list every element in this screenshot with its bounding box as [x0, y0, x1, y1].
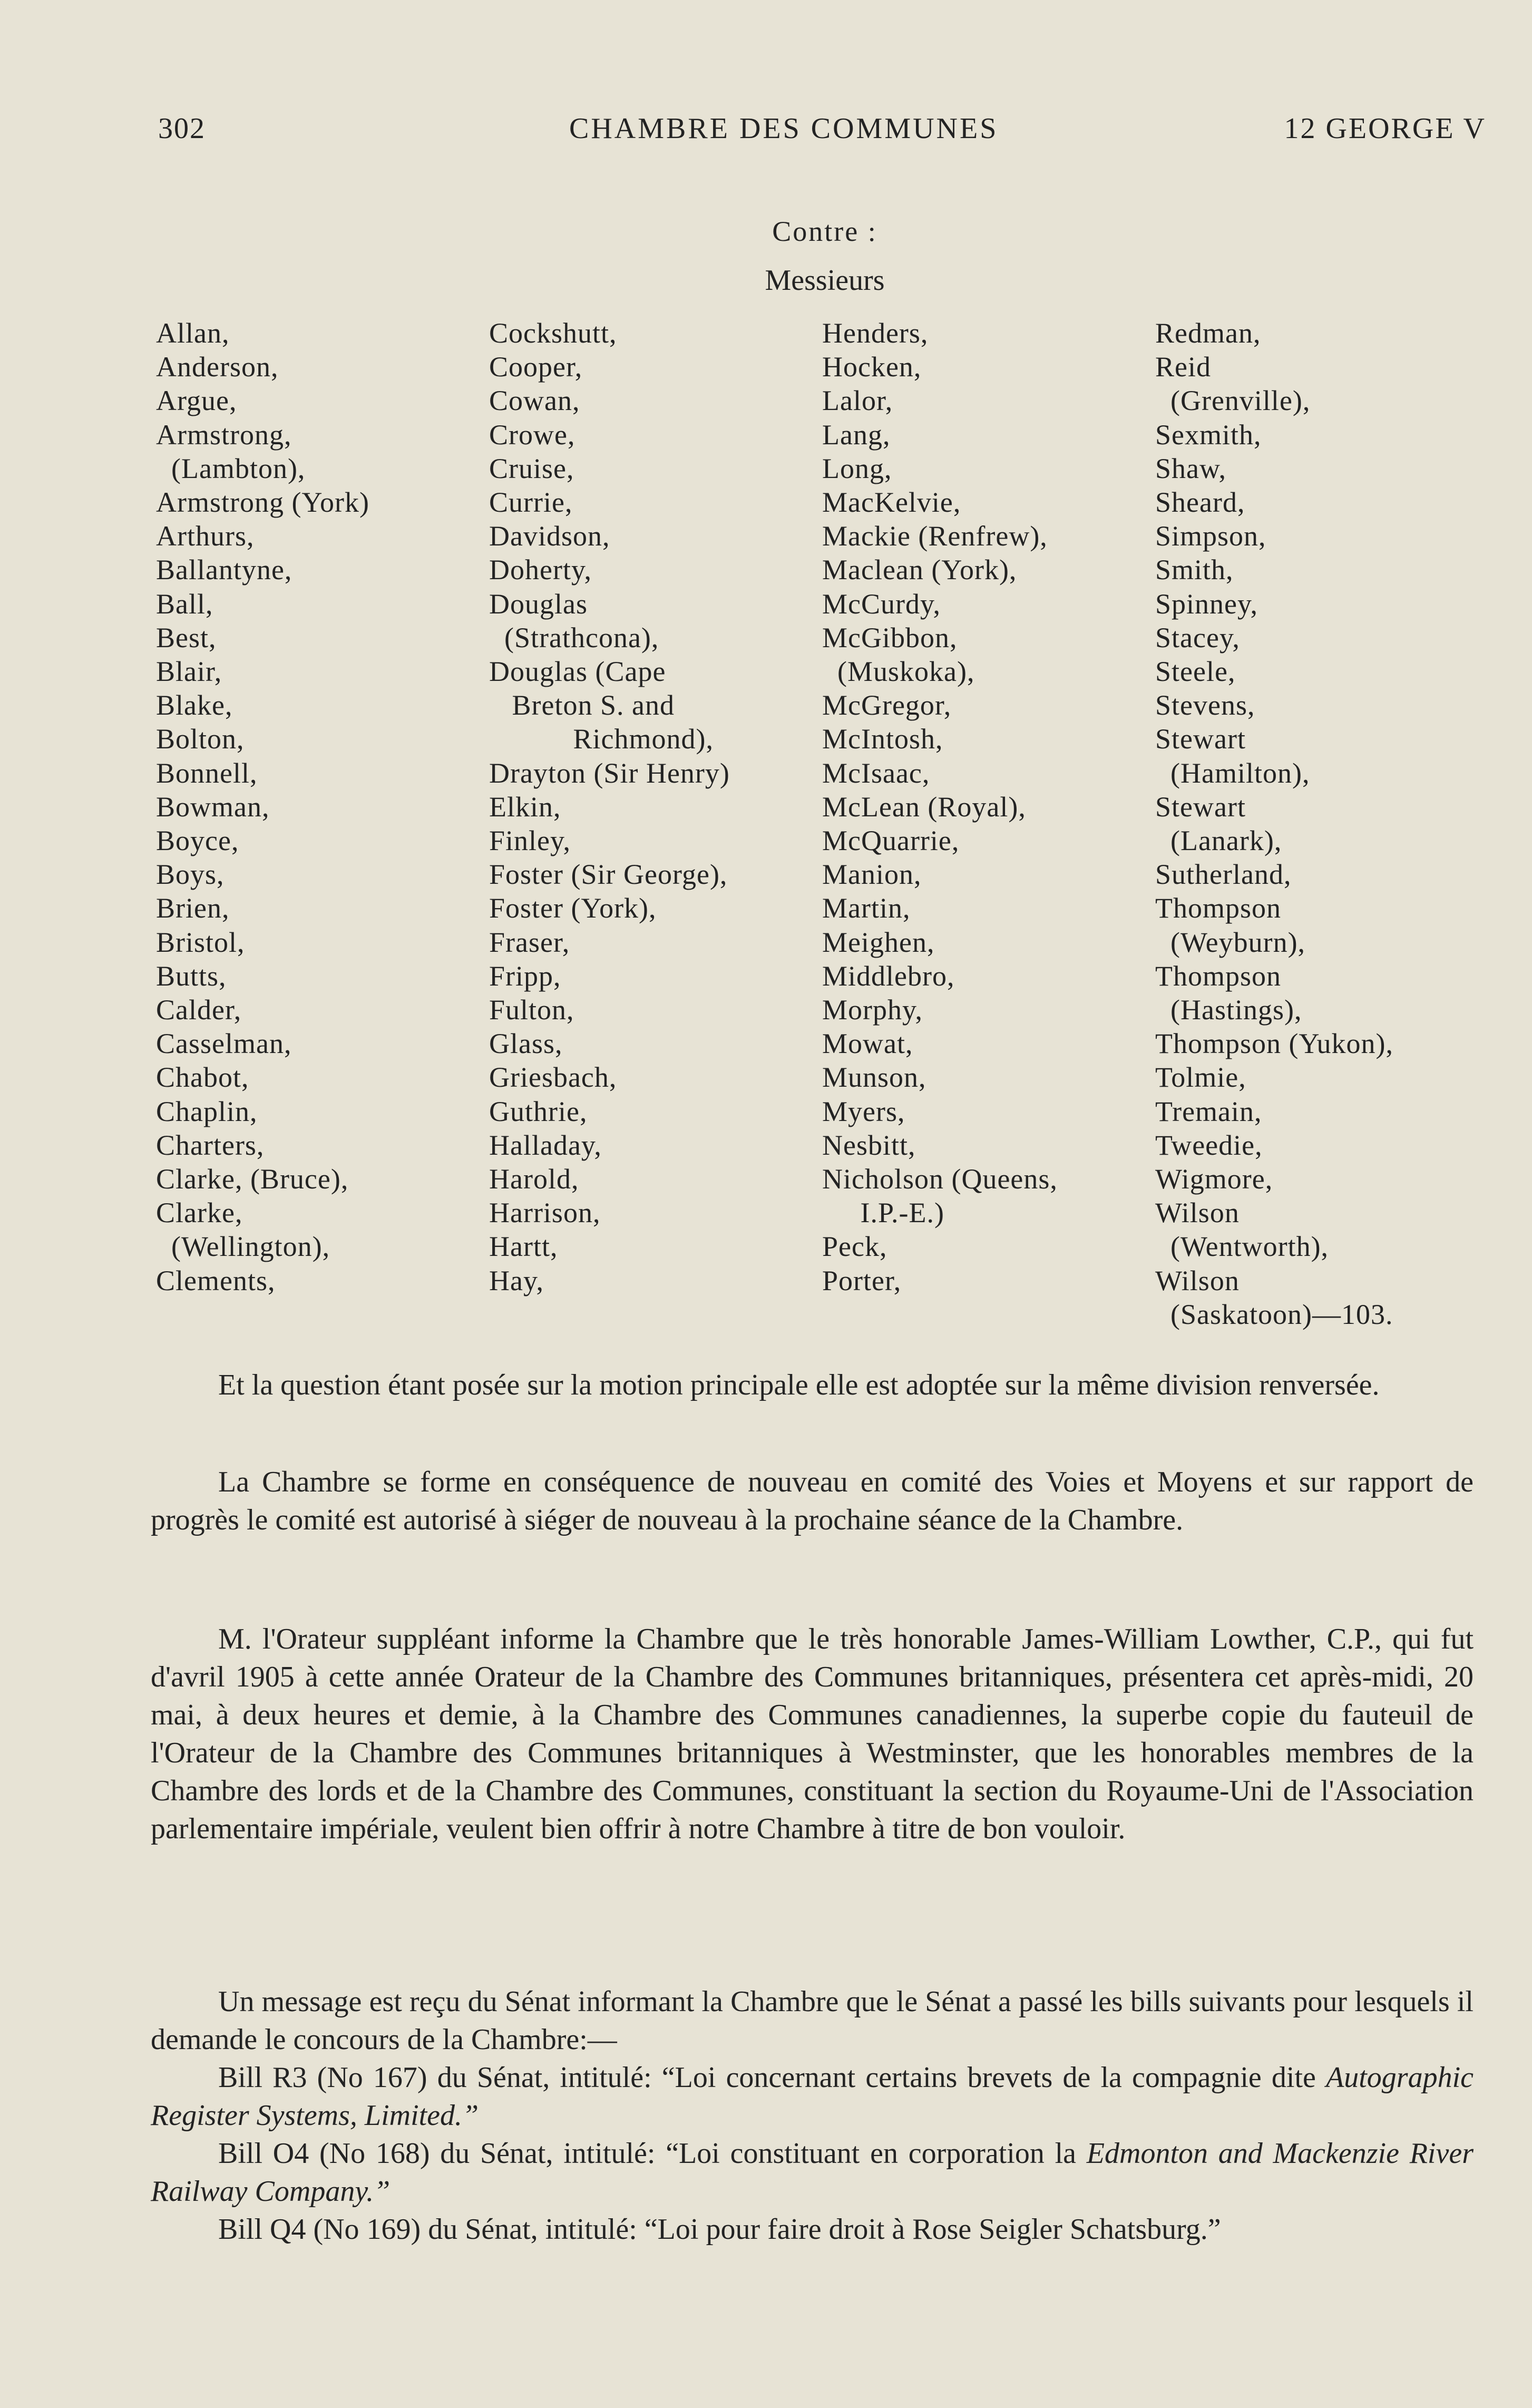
paragraph-committee: [151, 1463, 1474, 1539]
member-name: Myers,: [822, 1095, 905, 1127]
member-name: Wigmore,: [1155, 1163, 1273, 1195]
member-name: McCurdy,: [822, 588, 941, 620]
member-name: Finley,: [489, 825, 571, 857]
member-name: (Saskatoon)—103.: [1155, 1298, 1393, 1330]
member-name: Stevens,: [1155, 689, 1255, 722]
member-name: Cockshutt,: [489, 317, 617, 349]
member-name: Lalor,: [822, 385, 893, 417]
names-column-3: [822, 316, 1159, 1298]
member-name: Ballantyne,: [156, 554, 292, 586]
member-name: Steele,: [1155, 656, 1236, 688]
member-name: Thompson: [1155, 960, 1282, 992]
member-name: Munson,: [822, 1061, 926, 1094]
member-name: (Grenville),: [1155, 385, 1311, 417]
member-name: Guthrie,: [489, 1095, 588, 1127]
member-name: Harrison,: [489, 1197, 601, 1229]
page-title: CHAMBRE DES COMMUNES: [569, 112, 999, 145]
member-name: (Hastings),: [1155, 994, 1302, 1026]
member-name: Argue,: [156, 385, 237, 417]
names-column-4: [1155, 316, 1524, 1331]
member-name: Long,: [822, 452, 892, 484]
member-name: Halladay,: [489, 1129, 602, 1161]
paragraph-senate-message: [151, 1983, 1474, 2248]
member-name: Blake,: [156, 689, 233, 722]
member-name: Griesbach,: [489, 1061, 617, 1094]
member-name: Hay,: [489, 1264, 544, 1296]
member-name: McIsaac,: [822, 757, 930, 789]
member-name: Meighen,: [822, 926, 935, 958]
member-name: Chabot,: [156, 1061, 249, 1094]
member-name: Peck,: [822, 1231, 887, 1263]
member-name: Boys,: [156, 859, 225, 891]
member-name: (Wentworth),: [1155, 1231, 1329, 1263]
member-name: (Muskoka),: [822, 656, 975, 688]
bill-item: Bill O4 (No 168) du Sénat, intitulé: “Loi constituant en corporation la Edmonton and Mackenzie River Railway Company.”: [151, 2137, 1474, 2208]
member-name: I.P.-E.): [822, 1197, 944, 1229]
member-name: Hartt,: [489, 1231, 558, 1263]
paragraph-text: Et la question étant posée sur la motion principale elle est adoptée sur la même division renversée.: [218, 1369, 1380, 1401]
member-name: Middlebro,: [822, 960, 955, 992]
member-name: Crowe,: [489, 418, 575, 451]
member-name: Bonnell,: [156, 757, 258, 789]
member-name: Tremain,: [1155, 1095, 1262, 1127]
member-name: Best,: [156, 621, 217, 654]
member-name: Sutherland,: [1155, 859, 1292, 891]
member-name: Stewart: [1155, 723, 1246, 755]
member-name: Drayton (Sir Henry): [489, 757, 730, 789]
bill-item: Bill R3 (No 167) du Sénat, intitulé: “Loi concernant certains brevets de la compagnie dite Autographic Register Systems, Limited.”: [151, 2061, 1474, 2132]
member-name: MacKelvie,: [822, 486, 961, 519]
member-name: Anderson,: [156, 351, 279, 383]
member-name: Bolton,: [156, 723, 245, 755]
member-name: Stacey,: [1155, 621, 1240, 654]
member-name: Ball,: [156, 588, 213, 620]
member-name: Cowan,: [489, 385, 580, 417]
member-name: Davidson,: [489, 520, 610, 552]
member-name: Simpson,: [1155, 520, 1266, 552]
member-name: Tweedie,: [1155, 1129, 1263, 1161]
member-name: Sheard,: [1155, 486, 1245, 519]
member-name: Allan,: [156, 317, 230, 349]
bill-item: Bill Q4 (No 169) du Sénat, intitulé: “Loi pour faire droit à Rose Seigler Schatsburg.”: [218, 2213, 1221, 2246]
member-name: Sexmith,: [1155, 418, 1262, 451]
member-name: Cruise,: [489, 452, 574, 484]
paragraph-text: M. l'Orateur suppléant informe la Chambre que le très honorable James-William Lowther, C.P., qui fut d'avril 1905 à cette année Orateur de la Chambre des Communes britanniques, présentera cet après-midi, 20 mai, à deux heures et demie, à la Chambre des Communes canadiennes, la superbe copie du fauteuil de l'Orateur de la Chambre des Communes britanniques à Westminster, que les honorables membres de la Chambre des lords et de la Chambre des Communes, constituant la section du Royaume-Uni de l'Association parlementaire impériale, veulent bien offrir à notre Chambre à titre de bon vouloir.: [151, 1623, 1474, 1845]
member-name: Cooper,: [489, 351, 583, 383]
member-name: Smith,: [1155, 554, 1234, 586]
member-name: Shaw,: [1155, 452, 1226, 484]
member-name: Richmond),: [489, 723, 714, 755]
member-name: Charters,: [156, 1129, 265, 1161]
member-name: Currie,: [489, 486, 573, 519]
member-name: Glass,: [489, 1028, 563, 1060]
member-name: Douglas: [489, 588, 588, 620]
member-name: Armstrong,: [156, 418, 292, 451]
member-name: Redman,: [1155, 317, 1261, 349]
member-name: (Strathcona),: [489, 621, 659, 654]
member-name: (Lanark),: [1155, 825, 1282, 857]
member-name: Spinney,: [1155, 588, 1258, 620]
names-column-2: [489, 316, 826, 1298]
paragraph-text: La Chambre se forme en conséquence de nouveau en comité des Voies et Moyens et sur rapport de progrès le comité est autorisé à siéger de nouveau à la prochaine séance de la Chambre.: [151, 1466, 1474, 1536]
member-name: Mowat,: [822, 1028, 913, 1060]
member-name: Bristol,: [156, 926, 245, 958]
member-name: Arthurs,: [156, 520, 255, 552]
member-name: Chaplin,: [156, 1095, 258, 1127]
member-name: Bowman,: [156, 791, 270, 823]
member-name: Boyce,: [156, 825, 239, 857]
member-name: Manion,: [822, 859, 922, 891]
member-name: Casselman,: [156, 1028, 292, 1060]
member-name: Fraser,: [489, 926, 570, 958]
member-name: Stewart: [1155, 791, 1246, 823]
member-name: Thompson (Yukon),: [1155, 1028, 1393, 1060]
member-name: Elkin,: [489, 791, 561, 823]
member-name: Douglas (Cape: [489, 656, 666, 688]
member-name: (Wellington),: [156, 1231, 330, 1263]
member-name: Butts,: [156, 960, 227, 992]
member-name: McGibbon,: [822, 621, 958, 654]
member-name: Breton S. and: [489, 689, 675, 722]
page-number: 302: [158, 112, 206, 145]
member-name: (Hamilton),: [1155, 757, 1310, 789]
member-name: Lang,: [822, 418, 891, 451]
member-name: Nesbitt,: [822, 1129, 916, 1161]
member-name: (Weyburn),: [1155, 926, 1306, 958]
member-name: Porter,: [822, 1264, 902, 1296]
member-name: Harold,: [489, 1163, 579, 1195]
member-name: Mackie (Renfrew),: [822, 520, 1048, 552]
member-name: Hocken,: [822, 351, 922, 383]
member-name: Foster (York),: [489, 892, 657, 924]
member-name: Maclean (York),: [822, 554, 1017, 586]
bill-company-name: Edmonton and Mackenzie River Railway Company.”: [151, 2137, 1474, 2208]
member-name: Foster (Sir George),: [489, 859, 728, 891]
member-name: Clarke, (Bruce),: [156, 1163, 349, 1195]
member-name: McLean (Royal),: [822, 791, 1026, 823]
paragraph-adoption: [151, 1366, 1474, 1404]
member-name: Nicholson (Queens,: [822, 1163, 1058, 1195]
paragraph-speaker: [151, 1620, 1474, 1848]
member-name: Doherty,: [489, 554, 592, 586]
names-column-1: [156, 316, 483, 1298]
member-name: Martin,: [822, 892, 911, 924]
member-name: Thompson: [1155, 892, 1282, 924]
member-name: Blair,: [156, 656, 222, 688]
member-name: Reid: [1155, 351, 1211, 383]
member-name: (Lambton),: [156, 452, 306, 484]
member-name: Fripp,: [489, 960, 561, 992]
member-name: Tolmie,: [1155, 1061, 1246, 1094]
member-name: McQuarrie,: [822, 825, 960, 857]
bill-company-name: Autographic Register Systems, Limited.”: [151, 2061, 1474, 2132]
member-name: Clements,: [156, 1264, 276, 1296]
member-name: Wilson: [1155, 1197, 1240, 1229]
member-name: Clarke,: [156, 1197, 243, 1229]
division-heading: Contre :: [772, 216, 877, 247]
paragraph-text: Un message est reçu du Sénat informant la Chambre que le Sénat a passé les bills suivants pour lesquels il demande le concours de la Chambre:—: [151, 1985, 1474, 2056]
member-name: Brien,: [156, 892, 230, 924]
running-header: [158, 112, 1486, 154]
division-subheading: Messieurs: [765, 264, 885, 297]
member-name: Henders,: [822, 317, 929, 349]
member-name: Wilson: [1155, 1264, 1240, 1296]
session-label: 12 GEORGE V: [1284, 112, 1486, 145]
member-name: McGregor,: [822, 689, 952, 722]
member-name: McIntosh,: [822, 723, 943, 755]
member-name: Calder,: [156, 994, 242, 1026]
member-name: Morphy,: [822, 994, 923, 1026]
member-name: Fulton,: [489, 994, 574, 1026]
member-name: Armstrong (York): [156, 486, 370, 519]
